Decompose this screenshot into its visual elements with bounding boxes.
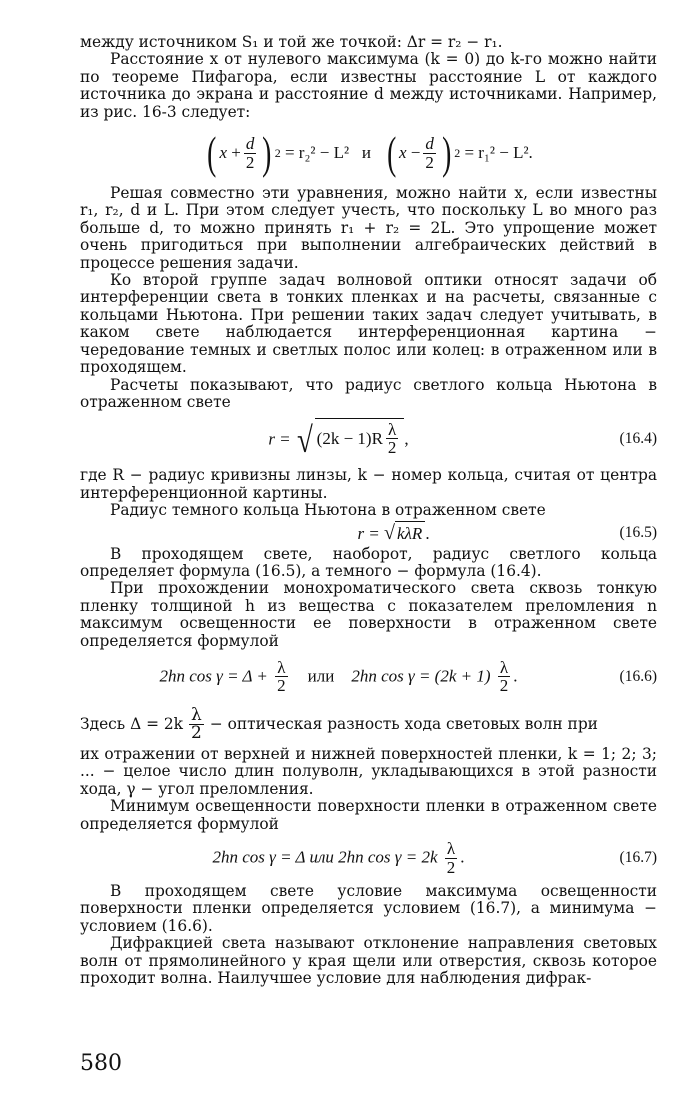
sqrt-sign: √ <box>384 521 396 544</box>
numerator: d <box>245 133 255 153</box>
sqrt-sign: √ <box>296 420 313 461</box>
paren-open: ( <box>207 127 217 179</box>
radicand-text: kλR <box>397 523 423 543</box>
fraction-d-2-b <box>423 135 436 172</box>
paragraph-1: между источником S₁ и той же точкой: Δr = r₂ − r₁. <box>80 33 503 51</box>
paren-close-2: ) <box>441 127 452 179</box>
fraction-lambda-2 <box>189 704 204 744</box>
paragraph-10 <box>80 704 657 746</box>
paragraph-13: В проходящем свете условие максимума освещенности поверхности пленки определяется условием (16.7), а минимума − условием (16.6). <box>80 882 657 935</box>
tail: . <box>425 523 430 543</box>
fraction-lambda-2 <box>386 421 399 458</box>
denominator: 2 <box>387 438 397 458</box>
formula-16-4 <box>80 411 657 467</box>
rhs-1: = r₂² − L² <box>284 143 350 163</box>
tail: . <box>460 846 465 866</box>
exponent: 2 <box>274 145 281 160</box>
conjunction: и <box>361 143 371 163</box>
numerator: λ <box>191 704 202 725</box>
var-x-2: x <box>399 143 407 163</box>
paragraph-5: Расчеты показывают, что радиус светлого кольца Ньютона в отраженном свете <box>80 375 657 411</box>
formula-16-7 <box>80 833 657 883</box>
expr: 2hn cos γ = Δ или 2hn cos γ = 2k <box>212 846 438 866</box>
denominator: 2 <box>446 857 456 877</box>
paragraph-4: Ко второй группе задач волновой оптики относят задачи об интерференции света в тонких пленках и на расчеты, связанные с кольцами Ньютона. При решении таких задач следует учитывать, в каком свете наблюдается интерференционная картина − чередование темных и светлых полос или колец: в отраженном или в проходящем. <box>80 271 657 377</box>
paragraph-12: Минимум освещенности поверхности пленки в отраженном свете определяется формулой <box>80 797 657 833</box>
fraction-d-2 <box>244 135 257 172</box>
formula-16-5 <box>80 520 657 546</box>
paragraph-10-end: − оптическая разность хода световых волн при <box>209 715 598 734</box>
paragraph-7: Радиус темного кольца Ньютона в отраженном свете <box>110 501 546 520</box>
numerator: λ <box>388 419 397 439</box>
tail: , <box>404 428 409 448</box>
rhs-2: = r₁² − L². <box>464 143 533 163</box>
equation-number: (16.7) <box>619 849 657 866</box>
radicand-text: (2k − 1)R <box>316 428 383 448</box>
formula-pythagoras <box>80 121 657 185</box>
expr-left: 2hn cos γ = Δ + <box>159 665 268 685</box>
fraction-lambda-2 <box>445 840 458 877</box>
paragraph-3: Решая совместно эти уравнения, можно найти x, если известны r₁, r₂, d и L. При этом следует учесть, что поскольку L во много раз больше d, то можно принять r₁ + r₂ = 2L. Это упрощение может очень пригодиться при выполнении алгебраических действий в процессе решения задачи. <box>80 184 657 272</box>
paren-close: ) <box>262 127 272 179</box>
var-x: x <box>219 143 228 163</box>
fraction-lambda-2 <box>275 659 288 696</box>
radicand <box>395 521 425 544</box>
radicand <box>315 418 405 458</box>
expr-right: 2hn cos γ = (2k + 1) <box>351 665 491 685</box>
lhs: r = <box>357 523 380 543</box>
denominator-2: 2 <box>425 152 434 172</box>
denominator: 2 <box>245 152 255 172</box>
numerator: λ <box>446 838 456 858</box>
paragraph-10-start: Здесь Δ = 2k <box>80 715 183 734</box>
paren-open-2: ( <box>386 127 396 179</box>
denominator: 2 <box>277 676 286 696</box>
paragraph-8: В проходящем свете, наоборот, радиус светлого кольца определяет формула (16.5), а темного − формула (16.4). <box>80 544 657 580</box>
numerator-2: λ <box>499 657 509 677</box>
op-plus: + <box>231 143 241 163</box>
paragraph-11: их отражении от верхней и нижней поверхностей пленки, k = 1; 2; 3; ... − целое число длин полуволн, укладывающихся в этой разности хода, γ − угол преломления. <box>80 744 657 798</box>
equation-number: (16.4) <box>619 430 657 448</box>
paragraph-6: где R − радиус кривизны линзы, k − номер кольца, считая от центра интерференционной картины. <box>80 466 657 502</box>
denominator: 2 <box>190 723 202 744</box>
denominator-2: 2 <box>499 676 509 696</box>
conjunction: или <box>307 665 335 685</box>
equation-number: (16.5) <box>619 523 657 541</box>
paragraph-9: При прохождении монохроматического света сквозь тонкую пленку толщиной h из вещества с показателем преломления n максимум освещенности ее поверхности в отраженном свете определяется формулой <box>80 579 657 650</box>
fraction-lambda-2-b <box>498 659 511 696</box>
numerator-2: d <box>425 133 434 153</box>
formula-16-6 <box>80 650 657 704</box>
page-number: 580 <box>80 1051 122 1076</box>
paragraph-2: Расстояние x от нулевого максимума (k = 0) до k-го можно найти по теореме Пифагора, если известны расстояние L от каждого источника до экрана и расстояние d между источниками. Например, из рис. 16-3 следует: <box>80 50 657 121</box>
exponent-2: 2 <box>454 145 461 160</box>
paragraph-14: Дифракцией света называют отклонение направления световых волн от прямолинейного у края щели или отверстия, сквозь которое проходит волна. Наилучшее условие для наблюдения дифрак- <box>80 934 657 988</box>
lhs: r = <box>268 428 291 448</box>
op-minus: − <box>410 143 421 163</box>
equation-number: (16.6) <box>619 667 657 685</box>
numerator: λ <box>277 657 286 677</box>
tail: . <box>513 665 518 685</box>
